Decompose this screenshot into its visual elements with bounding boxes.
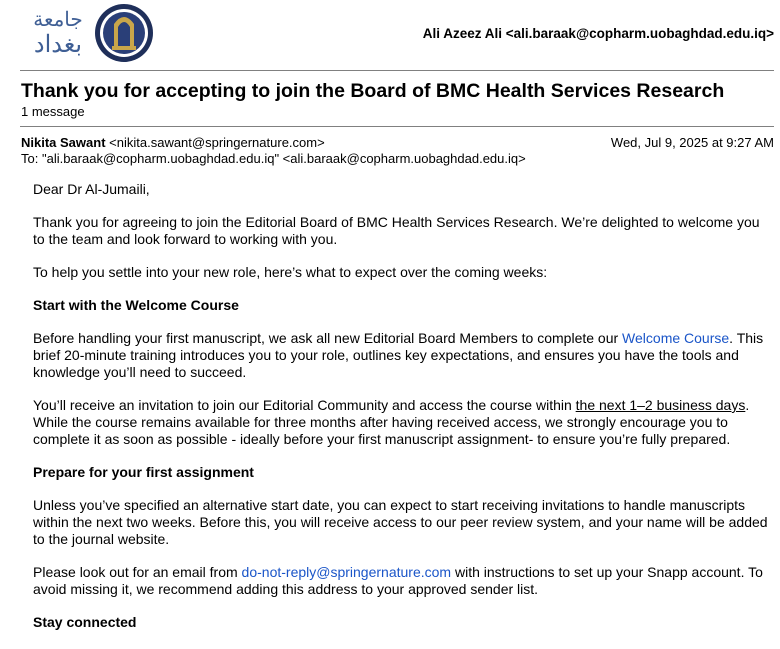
paragraph-course-text-end: . This brief 20-minute training introduces you to your role, outlines key expectations, and ensures you have the tools and knowledge you’ll need to succeed. [33,330,764,380]
mail-header [0,0,780,66]
sender [21,135,325,150]
paragraph-assignment: Unless you’ve specified an alternative start date, you can expect to start receiving invitations to handle manuscripts within the next two weeks. Before this, you will receive access to our peer review system, and your name will be added to the journal website. [33,497,768,547]
recipient [21,151,526,166]
header-divider [20,70,774,71]
paragraph-welcome: Thank you for agreeing to join the Editorial Board of BMC Health Services Research. We’re delighted to welcome you to the team and look forward to working with you. [33,214,760,247]
sender-name: Nikita Sawant [21,135,106,150]
do-not-reply-email-link[interactable]: do-not-reply@springernature.com [241,564,452,580]
greeting: Dear Dr Al-Jumaili, [33,181,150,197]
heading-first-assignment: Prepare for your first assignment [33,464,254,480]
email-body [33,181,773,647]
paragraph-snapp-text: Please look out for an email from [33,564,242,580]
paragraph-expectations: To help you settle into your new role, here’s what to expect over the coming weeks: [33,264,548,280]
paragraph-course-text: Before handling your first manuscript, we ask all new Editorial Board Members to complete our [33,330,623,346]
to-label: To: [21,151,39,166]
paragraph-snapp-text-end: with instructions to set up your Snapp account. To avoid missing it, we recommend adding this address to your approved sender list. [33,564,763,597]
subject-divider [20,126,774,127]
email-subject: Thank you for accepting to join the Board of BMC Health Services Research [21,80,725,102]
paragraph-course [33,330,773,381]
welcome-course-link[interactable]: Welcome Course [622,330,730,346]
paragraph-invitation-text: You’ll receive an invitation to join our Editorial Community and access the course within [33,397,576,413]
sent-date: Wed, Jul 9, 2025 at 9:27 AM [610,135,774,150]
logo-text-line1: جامعة [33,7,83,31]
paragraph-invitation [33,397,773,448]
university-logo [28,2,158,64]
message-count: 1 message [21,104,85,119]
to-value: "ali.baraak@copharm.uobaghdad.edu.iq" <ali.baraak@copharm.uobaghdad.edu.iq> [41,151,526,166]
heading-stay-connected: Stay connected [33,614,137,630]
sender-email: <nikita.sawant@springernature.com> [109,135,325,150]
paragraph-invitation-text-end: . While the course remains available for three months after having received access, we strongly encourage you to complete it as soon as possible - ideally before your first manuscript assignment- to ensure you’re fully prepared. [33,397,750,447]
business-days-underline: the next 1–2 business days [575,397,746,413]
logo-text-line2: بغداد [33,30,83,58]
heading-welcome-course: Start with the Welcome Course [33,297,239,313]
account-identity: Ali Azeez Ali <ali.baraak@copharm.uobaghdad.edu.iq> [422,26,774,41]
paragraph-snapp [33,564,773,598]
